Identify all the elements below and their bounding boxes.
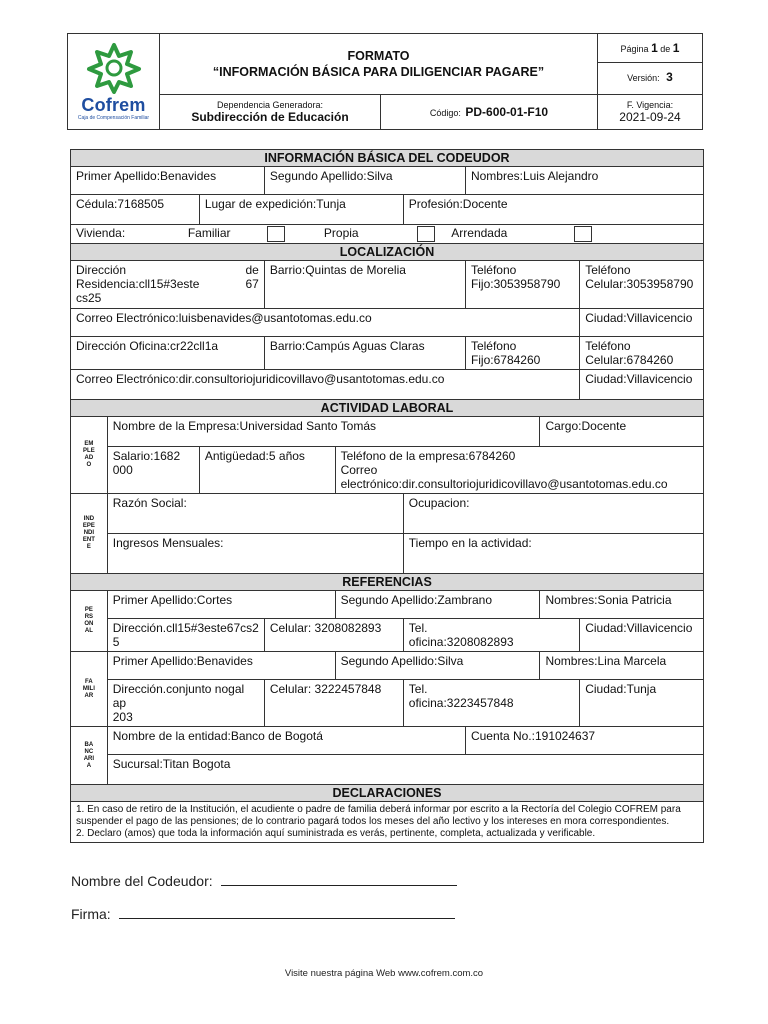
personal-tel-oficina-field[interactable]: Tel. oficina:3208082893 [403, 619, 579, 652]
familiar-nombres-field[interactable]: Nombres:Lina Marcela [540, 652, 704, 680]
direccion-residencia-field[interactable]: Dirección de Residencia:cll15#3este 67 cs25 [71, 261, 265, 309]
correo-electronico-field[interactable]: Correo Electrónico:luisbenavides@usantotomas.edu.co [71, 309, 580, 337]
independiente-label: IND EPE NDI ENT E [71, 494, 108, 574]
codigo-label: Código: [429, 108, 461, 118]
sucursal-field[interactable]: Sucursal:Titan Bogota [107, 755, 703, 785]
salario-field[interactable]: Salario:1682 000 [107, 447, 199, 494]
section-codeudor-title: INFORMACIÓN BÁSICA DEL CODEUDOR [71, 150, 704, 167]
declaraciones-text [71, 802, 704, 843]
personal-primer-apellido-field[interactable]: Primer Apellido:Cortes [107, 591, 335, 619]
section-referencias-title: REFERENCIAS [71, 574, 704, 591]
barrio-field[interactable]: Barrio:Quintas de Morelia [264, 261, 465, 309]
cedula-field[interactable]: Cédula:7168505 [71, 195, 200, 225]
tiempo-actividad-field[interactable]: Tiempo en la actividad: [403, 534, 703, 574]
vigencia-label: F. Vigencia: [626, 100, 674, 110]
personal-segundo-apellido-field[interactable]: Segundo Apellido:Zambrano [335, 591, 540, 619]
entidad-field[interactable]: Nombre de la entidad:Banco de Bogotá [107, 727, 465, 755]
empleado-label: EM PLE AD O [71, 417, 108, 494]
telefono-fijo-field[interactable]: Teléfono Fijo:3053958790 [465, 261, 579, 309]
document-title [160, 34, 598, 95]
personal-label: PE RS ON AL [71, 591, 108, 652]
telefono-celular-oficina-field[interactable]: Teléfono Celular:6784260 [580, 337, 704, 370]
familiar-ciudad-field[interactable]: Ciudad:Tunja [580, 680, 704, 727]
ingresos-field[interactable]: Ingresos Mensuales: [107, 534, 403, 574]
familiar-segundo-apellido-field[interactable]: Segundo Apellido:Silva [335, 652, 540, 680]
vivienda-option-arrendada: Arrendada [451, 226, 508, 241]
familiar-celular-field[interactable]: Celular: 3222457848 [264, 680, 403, 727]
telefono-empresa-field[interactable]: Teléfono de la empresa:6784260 Correo electrónico:dir.consultoriojuridicovillavo@usantotomas.edu.co [335, 447, 703, 494]
vivienda-option-familiar: Familiar [187, 226, 231, 241]
declaracion-item-2: 2. Declaro (amos) que toda la información aquí suministrada es verás, pertinente, completa, actualizada y verificable. [76, 828, 596, 839]
firma-label: Firma: [71, 906, 111, 922]
dependencia-label: Dependencia Generadora: [216, 100, 324, 110]
vivienda-option-propia: Propia [323, 226, 359, 241]
declaracion-item-1: 1. En caso de retiro de la Institución, el acudiente o padre de familia deberá informar por escrito a la Rectoría del Colegio COFREM para suspender el pago de las pensiones; de lo contrario pagará todos los meses del año lectivo y los intereses en mora correspondientes. [76, 804, 681, 827]
familiar-label: FA MILI AR [71, 652, 108, 727]
section-actividad-title: ACTIVIDAD LABORAL [71, 400, 704, 417]
nombre-codeudor-input[interactable] [221, 873, 457, 886]
nombre-empresa-field[interactable]: Nombre de la Empresa:Universidad Santo Tomás [107, 417, 540, 447]
cuenta-field[interactable]: Cuenta No.:191024637 [465, 727, 703, 755]
arrendada-checkbox[interactable] [574, 226, 592, 242]
vivienda-label: Vivienda: [76, 226, 126, 241]
vivienda-row [71, 225, 704, 244]
antiguedad-field[interactable]: Antigüedad:5 años [199, 447, 335, 494]
correo-oficina-field[interactable]: Correo Electrónico:dir.consultoriojuridicovillavo@usantotomas.edu.co [71, 370, 580, 400]
bancaria-label: BA NC ARI A [71, 727, 108, 785]
nombres-field[interactable]: Nombres:Luis Alejandro [465, 167, 703, 195]
section-localizacion-title: LOCALIZACIÓN [71, 244, 704, 261]
document-header [67, 33, 703, 130]
familiar-tel-oficina-field[interactable]: Tel. oficina:3223457848 [403, 680, 579, 727]
ocupacion-field[interactable]: Ocupacion: [403, 494, 703, 534]
cofrem-logo-icon [86, 42, 142, 94]
personal-ciudad-field[interactable]: Ciudad:Villavicencio [580, 619, 704, 652]
barrio-oficina-field[interactable]: Barrio:Campús Aguas Claras [264, 337, 465, 370]
familiar-checkbox[interactable] [267, 226, 285, 242]
nombre-codeudor-label: Nombre del Codeudor: [71, 873, 213, 889]
vigencia-cell [598, 95, 703, 130]
razon-social-field[interactable]: Razón Social: [107, 494, 403, 534]
dependencia-cell [160, 95, 381, 130]
footer-text: Visite nuestra página Web www.cofrem.com.co [284, 968, 484, 979]
ciudad-oficina-field[interactable]: Ciudad:Villavicencio [580, 370, 704, 400]
personal-nombres-field[interactable]: Nombres:Sonia Patricia [540, 591, 704, 619]
telefono-fijo-oficina-field[interactable]: Teléfono Fijo:6784260 [465, 337, 579, 370]
title-line-2: “INFORMACIÓN BÁSICA PARA DILIGENCIAR PAGARE” [212, 65, 545, 79]
ciudad-field[interactable]: Ciudad:Villavicencio [580, 309, 704, 337]
version-indicator: Versión: 3 [627, 70, 673, 84]
firma-input[interactable] [119, 906, 455, 919]
codeudor-form [70, 149, 704, 843]
profesion-field[interactable]: Profesión:Docente [403, 195, 703, 225]
segundo-apellido-field[interactable]: Segundo Apellido:Silva [264, 167, 465, 195]
familiar-direccion-field[interactable]: Dirección.conjunto nogal ap 203 [107, 680, 264, 727]
section-declaraciones-title: DECLARACIONES [71, 785, 704, 802]
nombre-codeudor-line [71, 873, 457, 889]
logo-text: Cofrem [81, 95, 146, 115]
page-version-cell [598, 34, 703, 95]
primer-apellido-field[interactable]: Primer Apellido:Benavides [71, 167, 265, 195]
cargo-field[interactable]: Cargo:Docente [540, 417, 704, 447]
codigo-value: PD-600-01-F10 [465, 105, 549, 119]
personal-direccion-field[interactable]: Dirección.cll15#3este67cs2 5 [107, 619, 264, 652]
familiar-primer-apellido-field[interactable]: Primer Apellido:Benavides [107, 652, 335, 680]
codigo-cell [381, 95, 598, 130]
telefono-celular-field[interactable]: Teléfono Celular:3053958790 [580, 261, 704, 309]
vigencia-value: 2021-09-24 [619, 110, 681, 124]
lugar-expedicion-field[interactable]: Lugar de expedición:Tunja [199, 195, 403, 225]
logo [68, 34, 160, 130]
direccion-oficina-field[interactable]: Dirección Oficina:cr22cll1a [71, 337, 265, 370]
page-indicator: Página 1 de 1 [598, 34, 702, 63]
personal-celular-field[interactable]: Celular: 3208082893 [264, 619, 403, 652]
logo-subtitle: Caja de Compensación Familiar [77, 115, 150, 121]
dependencia-value: Subdirección de Educación [191, 110, 349, 124]
propia-checkbox[interactable] [417, 226, 435, 242]
firma-line [71, 906, 455, 922]
title-line-1: FORMATO [347, 49, 410, 63]
